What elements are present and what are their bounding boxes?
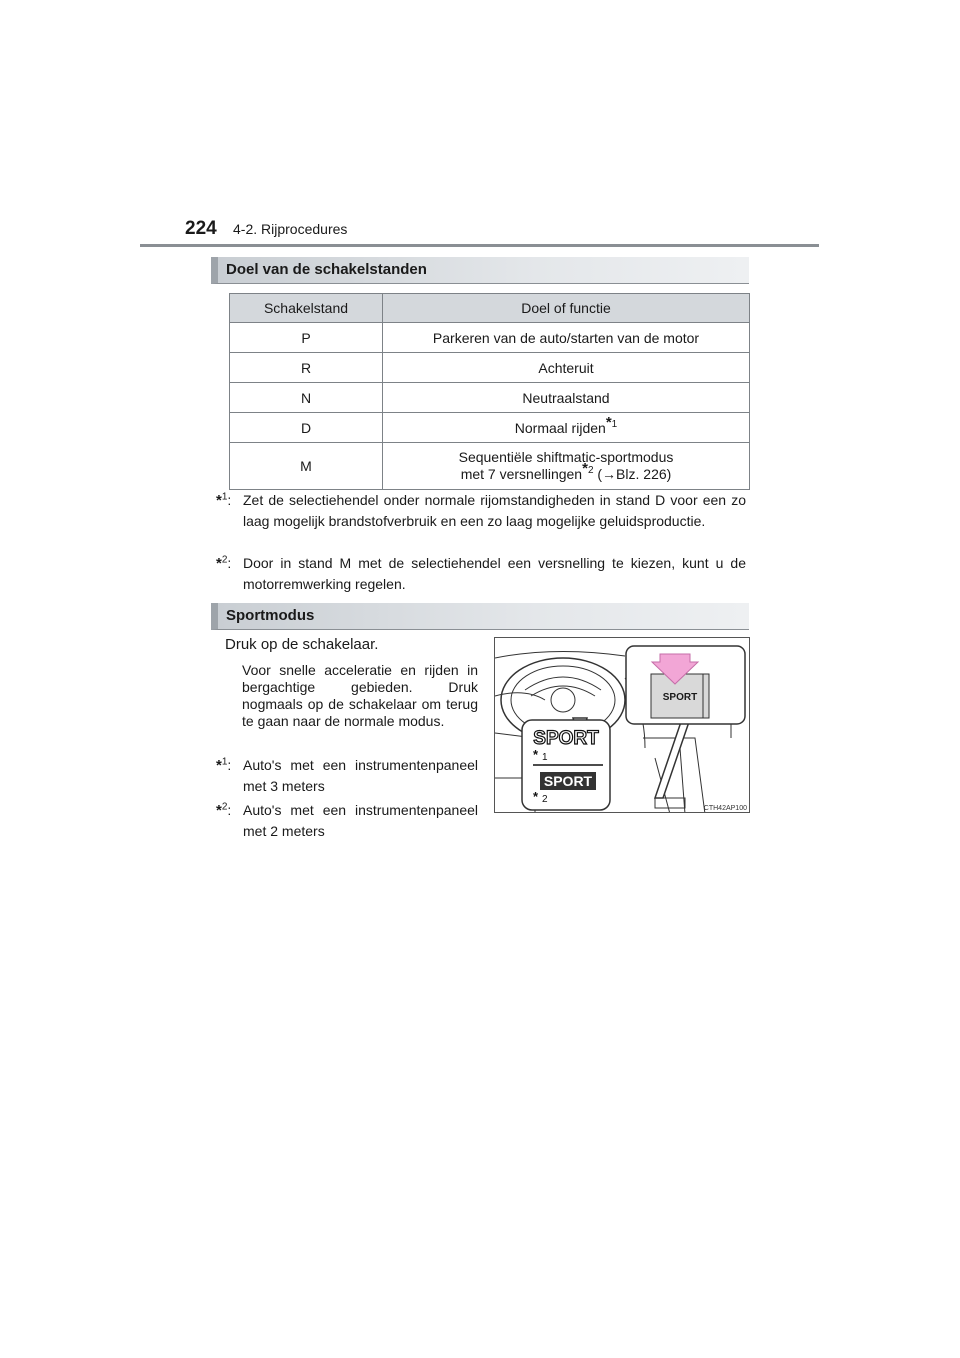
chapter-title: 4-2. Rijprocedures bbox=[233, 221, 348, 237]
shift-position-table bbox=[229, 293, 750, 490]
page-reference: (→Blz. 226) bbox=[593, 466, 672, 482]
indicator-mark-2-number: 2 bbox=[542, 794, 548, 805]
table-cell-position: M bbox=[230, 443, 383, 490]
sport-indicator-filled: SPORT bbox=[543, 773, 593, 789]
footnote-text: Auto's met een instrumentenpaneel met 3 meters bbox=[243, 757, 478, 794]
section-heading-sport-mode bbox=[211, 603, 749, 630]
header-rule bbox=[140, 244, 819, 247]
footnote-1 bbox=[216, 490, 746, 532]
footnote-mark: *1 bbox=[605, 413, 618, 431]
instruction-text: Druk op de schakelaar. bbox=[225, 636, 379, 653]
table-header-row bbox=[230, 294, 750, 323]
sport-button-label: SPORT bbox=[662, 692, 698, 703]
table-cell-function bbox=[383, 413, 750, 443]
indicator-mark-1: * bbox=[533, 747, 539, 762]
indicator-mark-2: * bbox=[533, 789, 539, 804]
section-title: Doel van de schakelstanden bbox=[226, 261, 427, 278]
function-text-line2: met 7 versnellingen bbox=[460, 466, 583, 482]
footnote-marker: *$^2$: bbox=[216, 801, 232, 819]
sport-switch-illustration bbox=[494, 637, 750, 813]
table-cell-position: N bbox=[230, 383, 383, 413]
table-cell-function: Parkeren van de auto/starten van de motor bbox=[383, 323, 750, 353]
table-cell-position: R bbox=[230, 353, 383, 383]
footnote-text: Auto's met een instrumentenpaneel met 2 meters bbox=[243, 802, 478, 839]
footnote-marker: *$^2$: bbox=[216, 554, 232, 572]
table-cell-position: P bbox=[230, 323, 383, 353]
page-number: 224 bbox=[185, 218, 217, 239]
table-cell-function: Achteruit bbox=[383, 353, 750, 383]
figure-code: CTH42AP100 bbox=[703, 805, 747, 812]
description-text: Voor snelle acceleratie en rijden in bergachtige gebieden. Druk nogmaals op de schakelaar om terug te gaan naar de normale modus. bbox=[242, 662, 478, 729]
footnote-marker: *$^1$: bbox=[216, 491, 232, 509]
column-header-function: Doel of functie bbox=[383, 294, 750, 323]
footnote-text: Door in stand M met de selectiehendel een versnelling te kiezen, kunt u de motorremwerking regelen. bbox=[243, 555, 746, 592]
sport-footnote-1 bbox=[216, 755, 478, 797]
sport-indicator-outline: SPORT bbox=[533, 728, 599, 749]
table-cell-function: Neutraalstand bbox=[383, 383, 750, 413]
footnote-2 bbox=[216, 553, 746, 595]
function-text-line1: Sequentiële shiftmatic-sportmodus bbox=[458, 449, 674, 465]
column-header-position: Schakelstand bbox=[230, 294, 383, 323]
section-title: Sportmodus bbox=[226, 607, 315, 624]
table-row bbox=[230, 323, 750, 353]
table-row bbox=[230, 353, 750, 383]
table-cell-position: D bbox=[230, 413, 383, 443]
table-cell-function bbox=[383, 443, 750, 490]
sport-footnote-2 bbox=[216, 800, 478, 842]
indicator-mark-1-number: 1 bbox=[542, 752, 548, 763]
footnote-marker: *$^1$: bbox=[216, 756, 232, 774]
table-row bbox=[230, 383, 750, 413]
table-row bbox=[230, 413, 750, 443]
section-heading-shift-positions bbox=[211, 257, 749, 284]
footnote-mark: *2 bbox=[582, 460, 594, 478]
dashboard-drawing bbox=[495, 638, 750, 813]
function-text: Normaal rijden bbox=[514, 419, 606, 436]
table-row bbox=[230, 443, 750, 490]
footnote-text: Zet de selectiehendel onder normale rijomstandigheden in stand D voor een zo laag mogelijk brandstofverbruik en een zo laag mogelijke geluidsproductie. bbox=[243, 492, 746, 529]
